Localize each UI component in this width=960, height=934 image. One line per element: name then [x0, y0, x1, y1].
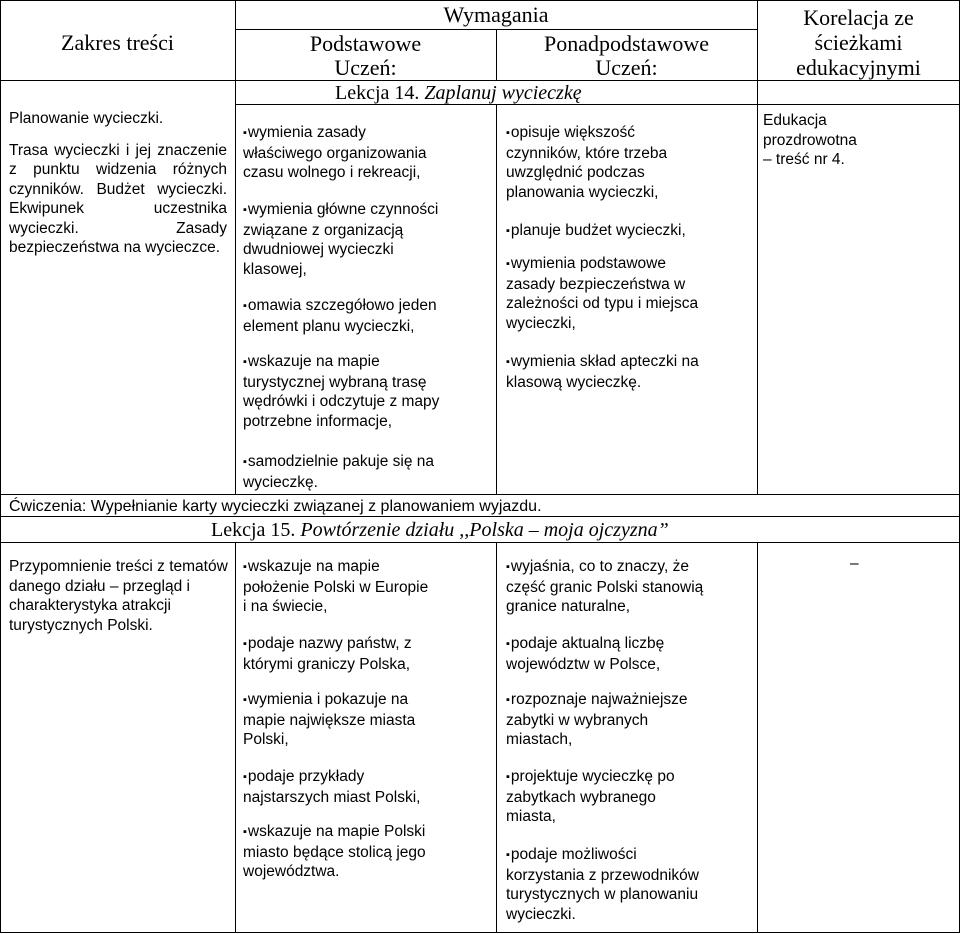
header-correlation-2: ścieżkami: [814, 30, 903, 55]
lesson14-scope: [9, 109, 227, 258]
lesson14-basic-item-4: ▪wskazuje na mapie turystycznej wybraną trasę wędrówki i odczytuje z mapy potrzebne informacje,: [243, 353, 440, 430]
lesson15-prefix: Lekcja 15.: [211, 519, 296, 541]
bullet-icon: ▪: [506, 694, 510, 706]
lesson14-row-border: [235, 104, 960, 105]
header-bottom-border: [0, 80, 960, 81]
lesson15-advanced-item-1: ▪wyjaśnia, co to znaczy, że część granic Polski stanowią granice naturalne,: [506, 558, 704, 615]
header-correlation-1: Korelacja ze: [803, 5, 914, 30]
bullet-icon: ▪: [243, 694, 247, 706]
exercise-top-border: [0, 494, 960, 495]
header-basic-student: Uczeń:: [334, 55, 397, 80]
header-scope: Zakres treści: [61, 30, 174, 55]
lesson15-advanced-item-4: ▪projektuje wycieczkę po zabytkach wybranego miasta,: [506, 768, 675, 825]
lesson14-advanced-item-2: ▪planuje budżet wycieczki,: [506, 222, 686, 239]
lesson15-basic-item-3: ▪wymienia i pokazuje na mapie największe miasta Polski,: [243, 691, 416, 748]
lesson15-advanced-item-2: ▪podaje aktualną liczbę województw w Polsce,: [506, 635, 665, 673]
lesson15-topic: Powtórzenie działu ,,Polska – moja ojczyzna”: [300, 519, 669, 541]
table-left-border: [0, 0, 1, 933]
lesson14-prefix: Lekcja 14.: [335, 82, 420, 104]
lesson15-advanced-item-5: ▪podaje możliwości korzystania z przewodników turystycznych w planowaniu wycieczki.: [506, 846, 699, 923]
lesson14-advanced-item-3: ▪wymienia podstawowe zasady bezpieczeństwa w zależności od typu i miejsca wycieczki,: [506, 255, 699, 332]
bullet-icon: ▪: [243, 127, 247, 139]
lesson14-basic-item-2: ▪wymienia główne czynności związane z organizacją dwudniowej wycieczki klasowej,: [243, 201, 439, 278]
lesson14-basic-item-1: ▪wymienia zasady właściwego organizowania czasu wolnego i rekreacji,: [243, 124, 427, 181]
header-basic: Podstawowe: [309, 31, 422, 56]
lesson15-row-border: [0, 542, 960, 543]
bullet-icon: ▪: [506, 771, 510, 783]
bullet-icon: ▪: [506, 258, 510, 270]
lesson14-title: [335, 82, 582, 104]
bullet-icon: ▪: [506, 127, 510, 139]
lesson15-basic-item-1: ▪wskazuje na mapie położenie Polski w Europie i na świecie,: [243, 558, 429, 615]
lesson15-basic-item-4: ▪podaje przykłady najstarszych miast Polski,: [243, 768, 421, 806]
col-divider-2b: [496, 104, 497, 494]
lesson15-advanced-item-3: ▪rozpoznaje najważniejsze zabytki w wybranych miastach,: [506, 691, 688, 748]
lesson15-basic-item-5: ▪wskazuje na mapie Polski miasto będące stolicą jego województwa.: [243, 823, 426, 880]
lesson14-advanced-item-4: ▪wymienia skład apteczki na klasową wycieczkę.: [506, 353, 699, 391]
bullet-icon: ▪: [243, 204, 247, 216]
bullet-icon: ▪: [243, 456, 247, 468]
bullet-icon: ▪: [243, 826, 247, 838]
lesson14-basic-item-5: ▪samodzielnie pakuje się na wycieczkę.: [243, 453, 435, 491]
bullet-icon: ▪: [243, 356, 247, 368]
table-bottom-border: [0, 932, 960, 933]
lesson15-correlation-dash: –: [850, 555, 859, 572]
header-requirements: Wymagania: [443, 2, 549, 27]
exercise-text: Ćwiczenia: Wypełnianie karty wycieczki związanej z planowaniem wyjazdu.: [9, 498, 542, 515]
lesson14-scope-line1: Planowanie wycieczki.: [9, 110, 164, 127]
col-divider-2c: [496, 542, 497, 933]
lesson15-basic-item-2: ▪podaje nazwy państw, z którymi graniczy Polska,: [243, 635, 412, 673]
bullet-icon: ▪: [506, 225, 510, 237]
bullet-icon: ▪: [506, 849, 510, 861]
lesson15-title: [211, 519, 669, 541]
lesson14-topic: Zaplanuj wycieczkę: [424, 82, 582, 104]
lesson14-basic-item-3: ▪omawia szczegółowo jeden element planu wycieczki,: [243, 297, 437, 335]
header-advanced: Ponadpodstawowe: [544, 31, 709, 56]
lesson15-scope: Przypomnienie treści z tematów danego działu – przegląd i charakterystyka atrakcji turystycznych Polski.: [9, 558, 228, 634]
table-top-border: [0, 0, 960, 1]
col-divider-1b: [235, 542, 236, 933]
bullet-icon: ▪: [506, 561, 510, 573]
bullet-icon: ▪: [243, 771, 247, 783]
bullet-icon: ▪: [506, 356, 510, 368]
bullet-icon: ▪: [243, 561, 247, 573]
header-correlation-3: edukacyjnymi: [796, 55, 921, 80]
header-advanced-student: Uczeń:: [595, 55, 658, 80]
lesson14-correlation: Edukacja prozdrowotna – treść nr 4.: [763, 112, 857, 168]
bullet-icon: ▪: [243, 300, 247, 312]
bullet-icon: ▪: [243, 638, 247, 650]
bullet-icon: ▪: [506, 638, 510, 650]
lesson14-scope-text: Trasa wycieczki i jej znaczenie z punktu widzenia różnych czynników. Budżet wycieczki. Ekwipunek uczestnika wycieczki. Zasady bezpieczeństwa na wycieczce.: [9, 141, 227, 256]
lesson14-advanced-item-1: ▪opisuje większość czynników, które trzeba uwzględnić podczas planowania wycieczki,: [506, 124, 668, 201]
